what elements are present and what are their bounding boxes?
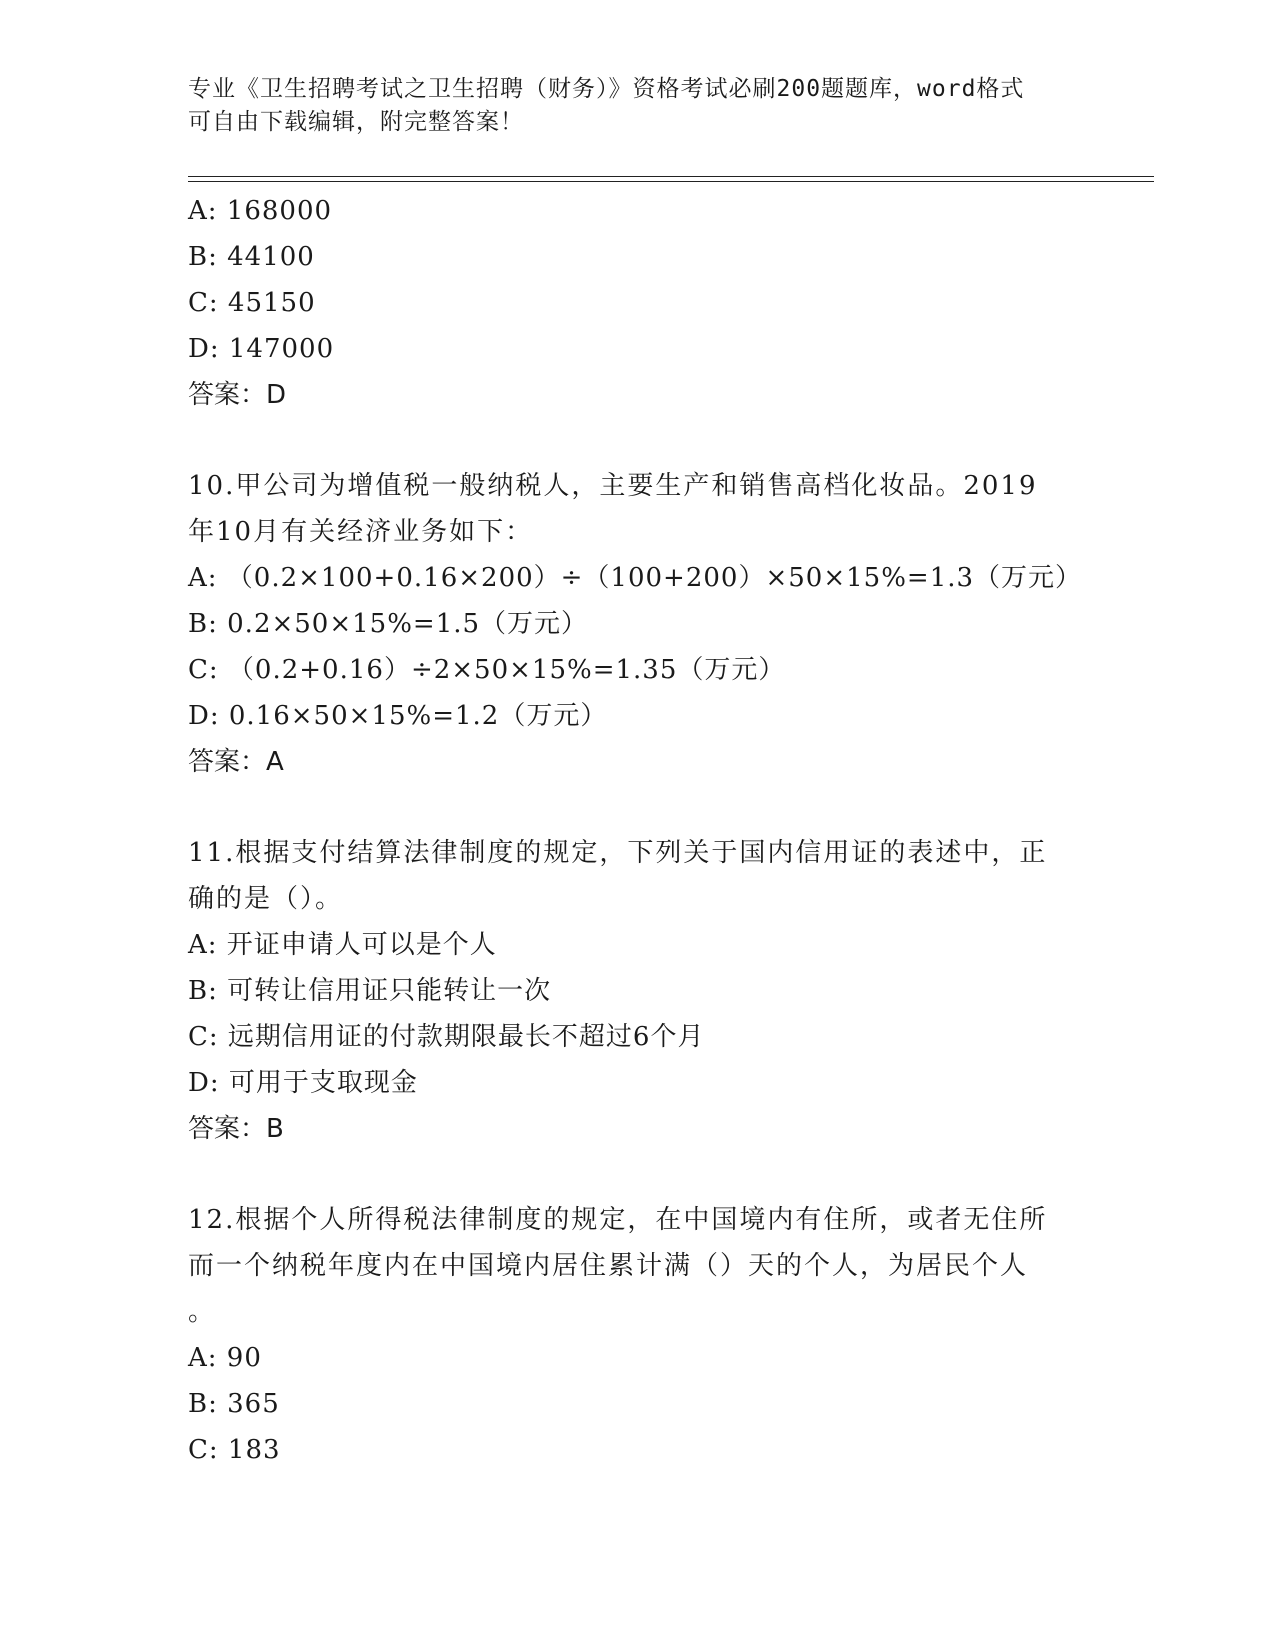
option-a: A: 开证申请人可以是个人 <box>188 930 497 960</box>
question-10 <box>188 463 1088 785</box>
question-9 <box>188 188 1088 418</box>
option-b: B: 44100 <box>188 242 315 272</box>
option-c: C: 183 <box>188 1435 281 1465</box>
option-a: A: （0.2×100+0.16×200）÷（100+200）×50×15%=1.3（万元） <box>188 563 1083 593</box>
option-a: A: 168000 <box>188 196 333 226</box>
header-line-1: 专业《卫生招聘考试之卫生招聘（财务）》资格考试必刷200题题库，word格式 <box>188 76 1025 102</box>
option-a: A: 90 <box>188 1343 262 1373</box>
header-line-2: 可自由下载编辑，附完整答案！ <box>188 109 524 135</box>
option-b: B: 可转让信用证只能转让一次 <box>188 976 552 1006</box>
option-c: C: 45150 <box>188 288 316 318</box>
option-c: C: 远期信用证的付款期限最长不超过6个月 <box>188 1022 705 1052</box>
question-11 <box>188 830 1088 1152</box>
question-stem-line: 而一个纳税年度内在中国境内居住累计满（）天的个人，为居民个人 <box>188 1251 1029 1281</box>
option-d: D: 0.16×50×15%=1.2（万元） <box>188 701 608 731</box>
question-stem-line: 10.甲公司为增值税一般纳税人，主要生产和销售高档化妆品。2019 <box>188 471 1038 501</box>
header-rule-bottom <box>188 181 1154 182</box>
option-d: D: 147000 <box>188 334 335 364</box>
question-stem-line: 12.根据个人所得税法律制度的规定，在中国境内有住所，或者无住所 <box>188 1205 1048 1235</box>
question-12 <box>188 1197 1088 1473</box>
header-rule-top <box>188 176 1154 177</box>
answer: 答案：D <box>188 380 287 410</box>
question-stem-line: 。 <box>188 1297 217 1327</box>
question-stem-line: 年10月有关经济业务如下： <box>188 517 534 547</box>
question-stem-line: 确的是（）。 <box>188 884 344 914</box>
document-header <box>188 73 1088 139</box>
option-c: C: （0.2+0.16）÷2×50×15%=1.35（万元） <box>188 655 786 685</box>
option-d: D: 可用于支取现金 <box>188 1068 418 1098</box>
answer: 答案：A <box>188 747 284 777</box>
answer: 答案：B <box>188 1114 284 1144</box>
option-b: B: 365 <box>188 1389 280 1419</box>
option-b: B: 0.2×50×15%=1.5（万元） <box>188 609 589 639</box>
question-stem-line: 11.根据支付结算法律制度的规定，下列关于国内信用证的表述中，正 <box>188 838 1048 868</box>
question-list <box>188 188 1088 1473</box>
